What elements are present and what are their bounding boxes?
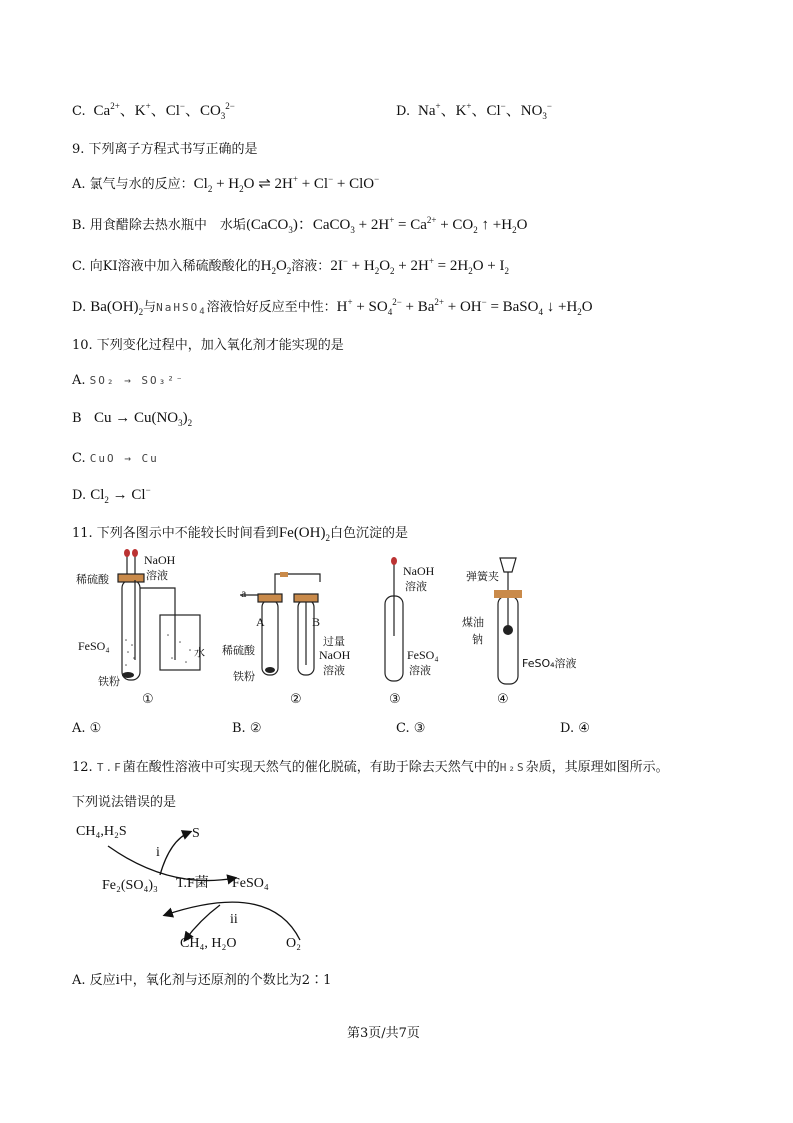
page-footer: 第3页/共7页 [347,1026,420,1041]
q8-option-c: C. $Ca^{2+}$、K+、Cl−、$CO_3^{2-}$ [72,101,235,121]
fig1-naoh-label: NaOH [144,553,176,567]
q12-product-s: S [192,826,200,841]
fig3-number: ③ [389,692,401,707]
q12-arrow-top [108,846,235,881]
q12-step-i: i [156,845,160,860]
q12-reactant-top: CH₄,H₂S [76,824,127,839]
fig4-feso4-label: FeSO₄溶液 [522,657,577,670]
q10-option-c: C. CuO → Cu [72,451,159,466]
fig2-number: ② [290,692,302,707]
q12-catalyst: T.F菌 [176,876,209,891]
q8-option-d-ions: Na+、K+、Cl−、$NO_3^-$ [414,101,552,121]
q12-left-species: Fe₂(SO₄)₃ [102,878,158,893]
fig1-water-label: 水 [194,646,205,659]
fig1-feso4-label: FeSO₄ [78,639,110,653]
fig2-naoh-label: NaOH [319,648,351,662]
q12-right-species: FeSO₄ [232,876,269,891]
q9-option-d-nahso4: NaHSO$_4$ [156,301,207,318]
fig3-feso4-label: FeSO₄ [407,648,439,662]
q11-option-c: C. ③ [396,721,426,736]
fig2-iron-label: 铁粉 [233,670,255,683]
q11-option-b: B. ② [232,721,262,736]
q12-arrow-s [160,832,190,875]
q9-option-d-equation: $H^+ + SO_4^{2-} + Ba^{2+} + OH^-$ = BaSO$_4$ ↓ $+H_2O$ [336,297,593,317]
q12-stem-line2: 下列说法错误的是 [72,795,177,810]
fig4-sodium-label: 钠 [472,633,483,646]
q12-option-a: A. 反应ⅰ中，氧化剂与还原剂的个数比为2∶1 [72,973,332,988]
fig2-tube-b-label: B [312,615,321,629]
fig2-acid-label: 稀硫酸 [222,644,255,657]
fig4-clip-label: 弹簧夹 [466,570,499,583]
q11-option-d: D. ④ [560,721,590,736]
q11-option-a: A. ① [72,721,102,736]
q9-option-a-equation: $Cl_2 + H_2O$ ⇌ 2H+ + Cl− + ClO− [193,174,380,194]
q9-option-c-equation: $2I^- + H_2O_2 + 2H^+ = 2H_2O + I_2$ [330,256,509,276]
q10-option-b-expr: $Cu \to Cu(NO_3)_2$ [93,410,193,428]
q10-stem: 10. 下列变化过程中，加入氧化剂才能实现的是 [72,338,344,353]
q9-option-c: C. 向KI溶液中加入稀硫酸酸化的$H_2O_2$溶液：$2I^- + H_2O_2 + 2H^+ = 2H_2O + I_2$ [72,256,509,276]
q11-stem: 11. 下列各图示中不能较长时间看到$Fe(OH)_2$白色沉淀的是 [72,525,408,543]
fig2-a-label: a [241,586,247,600]
fig1-iron-label: 铁粉 [98,675,120,688]
q10-option-b: B $Cu \to Cu(NO_3)_2$ [72,410,193,428]
q9-option-c-h2o2: $H_2O_2$ [260,258,292,276]
fig4-oil-label: 煤油 [462,616,484,629]
fig2-naoh-solution-label: 溶液 [323,664,345,677]
q12-arrow-products [185,905,220,940]
fig3-feso4-solution-label: 溶液 [409,664,431,677]
fig1-number: ① [142,692,154,707]
q9-option-a: A. 氯气与水的反应：$Cl_2 + H_2O$ ⇌ 2H+ + Cl− + ClO− [72,174,380,194]
q10-option-d: D. $Cl_2 \to Cl^-$ [72,485,151,505]
q9-option-b: B. 用食醋除去热水瓶中 水垢(CaCO$_3$)：CaCO$_3$ + $2H^+ = Ca^{2+} + CO_2$ ↑ $+H_2O$ [72,215,528,235]
fig3-naoh-label: NaOH [403,564,435,578]
q8-option-d: D. Na+、K+、Cl−、$NO_3^-$ [396,101,552,121]
q12-step-ii: ii [230,912,238,927]
fig4-number: ④ [497,692,509,707]
fig3-naoh-solution-label: 溶液 [405,580,427,593]
q12-o2: O₂ [286,936,301,951]
q10-option-d-expr: $Cl_2 \to Cl^-$ [90,485,151,505]
q12-stem: 12. T.F菌在酸性溶液中可实现天然气的催化脱硫，有助于除去天然气中的H₂S杂质，其原理如图所示。 [72,760,669,775]
q11-stem-feoh2: $Fe(OH)_2$ [278,525,330,543]
fig2-tube-a-label: A [256,615,265,629]
q10-option-a: A. SO₂ → SO₃²⁻ [72,373,185,388]
q9-option-b-equation: CaCO$_3$)：CaCO$_3$ + $2H^+ = Ca^{2+} + CO_2$ ↑ $+H_2O$ [250,215,528,235]
q9-option-d: D. $Ba(OH)_2$与NaHSO$_4$溶液恰好反应至中性：$H^+ + SO_4^{2-} + Ba^{2+} + OH^-$ = BaSO$_4$ ↓ $+H_2O$ [72,297,593,318]
q8-option-c-ions: $Ca^{2+}$、K+、Cl−、$CO_3^{2-}$ [89,101,235,121]
fig1-acid-label: 稀硫酸 [76,573,109,586]
fig1-naoh-solution-label: 溶液 [146,569,168,582]
fig2-excess-label: 过量 [323,635,345,648]
q9-stem: 9. 下列离子方程式书写正确的是 [72,142,258,157]
q12-product-bottom: CH₄, H₂O [180,936,237,951]
q9-option-d-baoh2: $Ba(OH)_2$ [90,299,144,317]
